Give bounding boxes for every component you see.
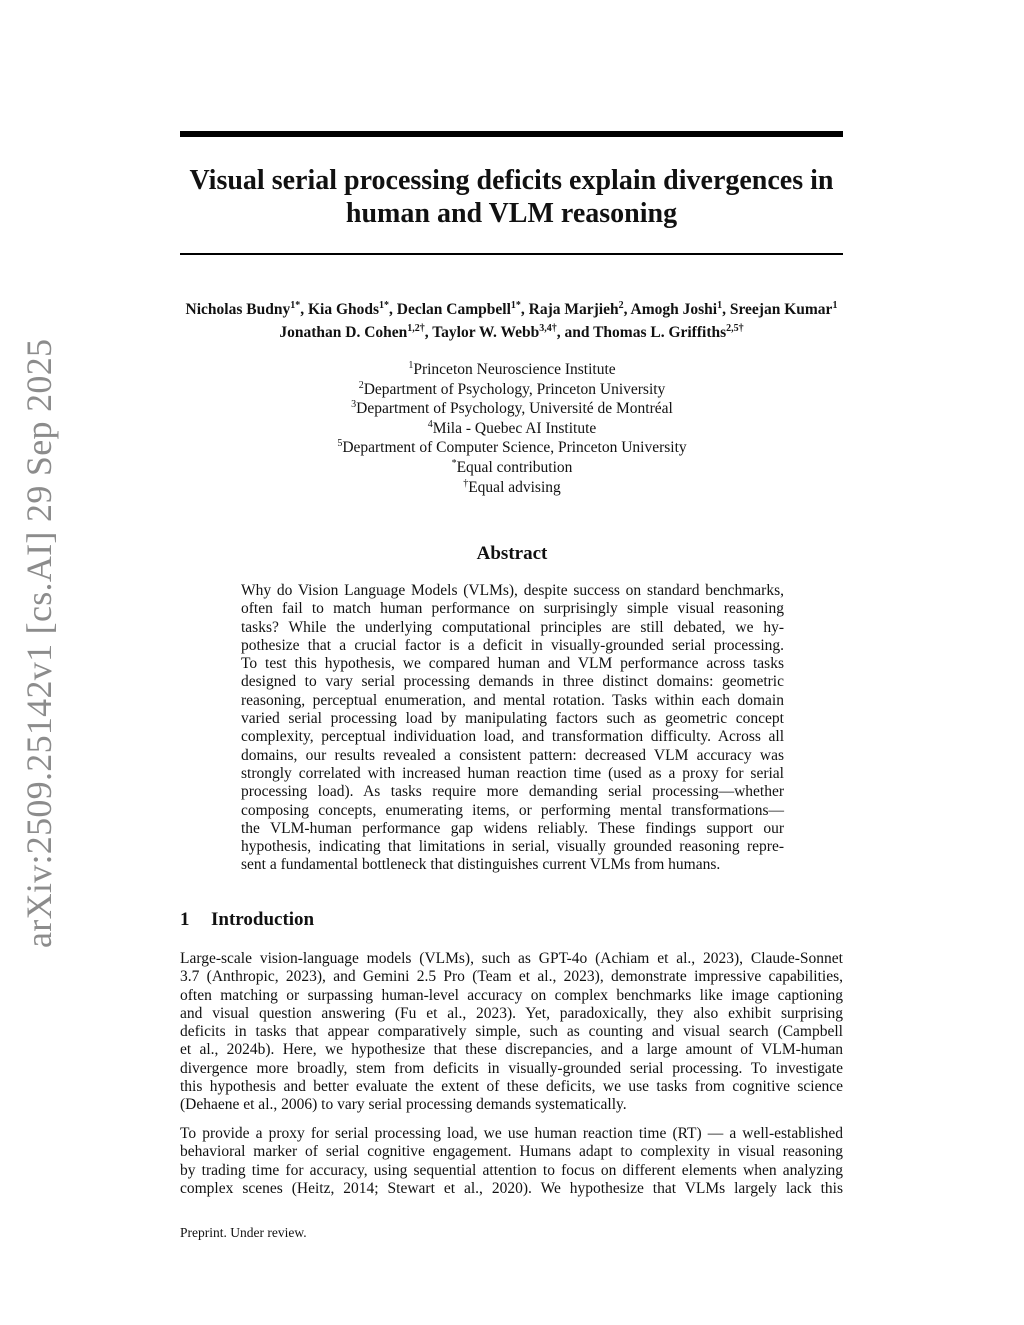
author-separator: , [623,301,631,318]
affiliation-item [240,478,784,498]
author-line [150,298,873,321]
abstract-line: processing load). As tasks require more demanding serial processing—whether [241,783,784,801]
section-title: Introduction [211,909,315,930]
paragraph-line: 3.7 (Anthropic, 2023), and Gemini 2.5 Pro (Team et al., 2023), demonstrate impressive capabilities, [180,968,843,986]
affiliation-text: Department of Computer Science, Princeton University [342,439,687,457]
affiliation-superscript: 4 [427,418,433,430]
author-name: Declan Campbell [396,301,511,318]
affiliation-superscript: 5 [337,438,343,450]
author-separator: , and [556,324,594,341]
paragraph-line: behavioral marker of serial cognitive engagement. Humans adapt to complexity in visual reasoning [180,1143,843,1161]
abstract-heading: Abstract [476,543,548,564]
paper-title [170,164,853,230]
author-separator: , [424,324,433,341]
abstract-line: designed to vary serial processing demands in three distinct domains: geometric [241,673,784,691]
introduction-paragraph [180,950,843,1115]
author-superscript: 1* [379,299,390,311]
author-superscript: 1* [290,299,301,311]
abstract-line: Why do Vision Language Models (VLMs), despite success on standard benchmarks, [241,582,784,599]
affiliation-text: Mila - Quebec AI Institute [432,419,597,437]
author-superscript: 1 [832,299,838,311]
affiliation-superscript: † [463,477,469,489]
abstract-line: To test this hypothesis, we compared human and VLM performance across tasks [241,655,784,673]
author-separator: , [722,301,730,318]
affiliation-item [240,380,784,400]
affiliation-superscript: 3 [351,399,357,411]
abstract-line: sent a fundamental bottleneck that distinguishes current VLMs from humans. [241,856,721,874]
paragraph-line: To provide a proxy for serial processing load, we use human reaction time (RT) — a well-established [180,1125,843,1142]
affiliation-text: Equal advising [468,478,561,496]
abstract-line: the VLM-human performance gap widens reliably. These findings support our [241,819,784,837]
author-name: Taylor W. Webb [432,324,540,341]
affiliation-superscript: * [451,457,457,469]
introduction-paragraph [180,1125,843,1198]
abstract-line: composing concepts, enumerating items, or performing mental transformations— [241,801,784,819]
abstract-line: often fail to match human performance on surprisingly simple visual reasoning [241,600,784,618]
affiliation-item [240,360,784,380]
abstract-body [241,582,784,875]
affiliation-item [240,419,784,439]
author-name: Amogh Joshi [630,301,718,318]
arxiv-identifier-stamp[interactable]: arXiv:2509.25142v1 [cs.AI] 29 Sep 2025 [19,338,59,948]
author-superscript: 2 [618,299,624,311]
abstract-line: tasks? While the underlying computational principles are still debated, we hy- [241,618,784,636]
abstract-line: pothesize that a crucial factor is a deficit in visually-grounded serial processing. [241,636,784,654]
section-number: 1 [180,909,190,930]
author-name: Raja Marjieh [528,301,619,318]
paragraph-line: deficits in tasks that appear comparatively simple, such as counting and visual search (Campbell [180,1023,843,1041]
author-superscript: 1* [510,299,521,311]
author-separator: , [300,301,308,318]
affiliation-item [240,399,784,419]
abstract-line: varied serial processing load by manipulating factors such as geometric concept [241,710,784,728]
abstract-line: complexity, perceptual individuation load, and transformation difficulty. Across all [241,728,784,746]
abstract-line: domains, our results revealed a consistent pattern: decreased VLM accuracy was [241,746,784,764]
affiliation-text: Department of Psychology, Princeton University [363,380,666,398]
affiliation-text: Department of Psychology, Université de Montréal [356,400,673,418]
affiliation-list [240,360,784,497]
affiliation-text: Princeton Neuroscience Institute [413,361,616,378]
paragraph-line: (Dehaene et al., 2006) to vary serial processing demands systematically. [180,1096,627,1114]
author-superscript: 1 [717,299,723,311]
paragraph-line: et al., 2024b). Here, we hypothesize that these discrepancies, and a large amount of VLM-human [180,1041,843,1059]
paragraph-line: divergence more broadly, stem from deficits in visually-grounded serial processing. To investigate [180,1059,843,1077]
abstract-line: reasoning, perceptual enumeration, and mental rotation. Tasks within each domain [241,691,784,709]
paragraph-line: by trading time for accuracy, using sequential attention to focus on different elements when analyzing [180,1161,843,1179]
paragraph-line: Large-scale vision-language models (VLMs), such as GPT-4o (Achiam et al., 2023), Claude-Sonnet [180,950,843,967]
affiliation-item [240,458,784,478]
affiliation-superscript: 2 [358,379,364,391]
author-superscript: 1,2† [407,322,425,334]
author-name: Nicholas Budny [185,301,291,318]
author-separator: , [520,301,529,318]
title-bottom-rule [180,253,843,255]
paragraph-line: this hypothesis and better evaluate the extent of these deficits, we use tasks from cognitive science [180,1078,843,1096]
paper-title-line: human and VLM reasoning [345,198,678,229]
author-name: Jonathan D. Cohen [279,324,408,341]
title-top-rule [180,131,843,137]
author-name: Sreejan Kumar [729,301,833,318]
author-name: Thomas L. Griffiths [593,324,727,341]
preprint-footer: Preprint. Under review. [180,1225,307,1240]
author-line [150,321,873,344]
affiliation-superscript: 1 [408,359,414,371]
paragraph-line: and visual question answering (Fu et al., 2023). Yet, paradoxically, they also exhibit surprising [180,1004,843,1022]
author-separator: , [389,301,397,318]
affiliation-item [240,438,784,458]
affiliation-text: Equal contribution [456,458,573,476]
abstract-line: strongly correlated with increased human reaction time (used as a proxy for serial [241,764,784,782]
author-superscript: 3,4† [539,322,557,334]
paper-title-line: Visual serial processing deficits explain divergences in [189,165,834,196]
author-superscript: 2,5† [726,322,744,334]
author-name: Kia Ghods [307,301,380,318]
abstract-line: hypothesis, indicating that limitations in serial, visually grounded reasoning repre- [241,838,784,856]
paragraph-line: complex scenes (Heitz, 2014; Stewart et al., 2020). We hypothesize that VLMs largely lack this [180,1179,843,1197]
author-list [150,298,873,344]
introduction-heading [180,908,314,932]
paragraph-line: often matching or surpassing human-level accuracy on complex benchmarks like image captioning [180,986,843,1004]
